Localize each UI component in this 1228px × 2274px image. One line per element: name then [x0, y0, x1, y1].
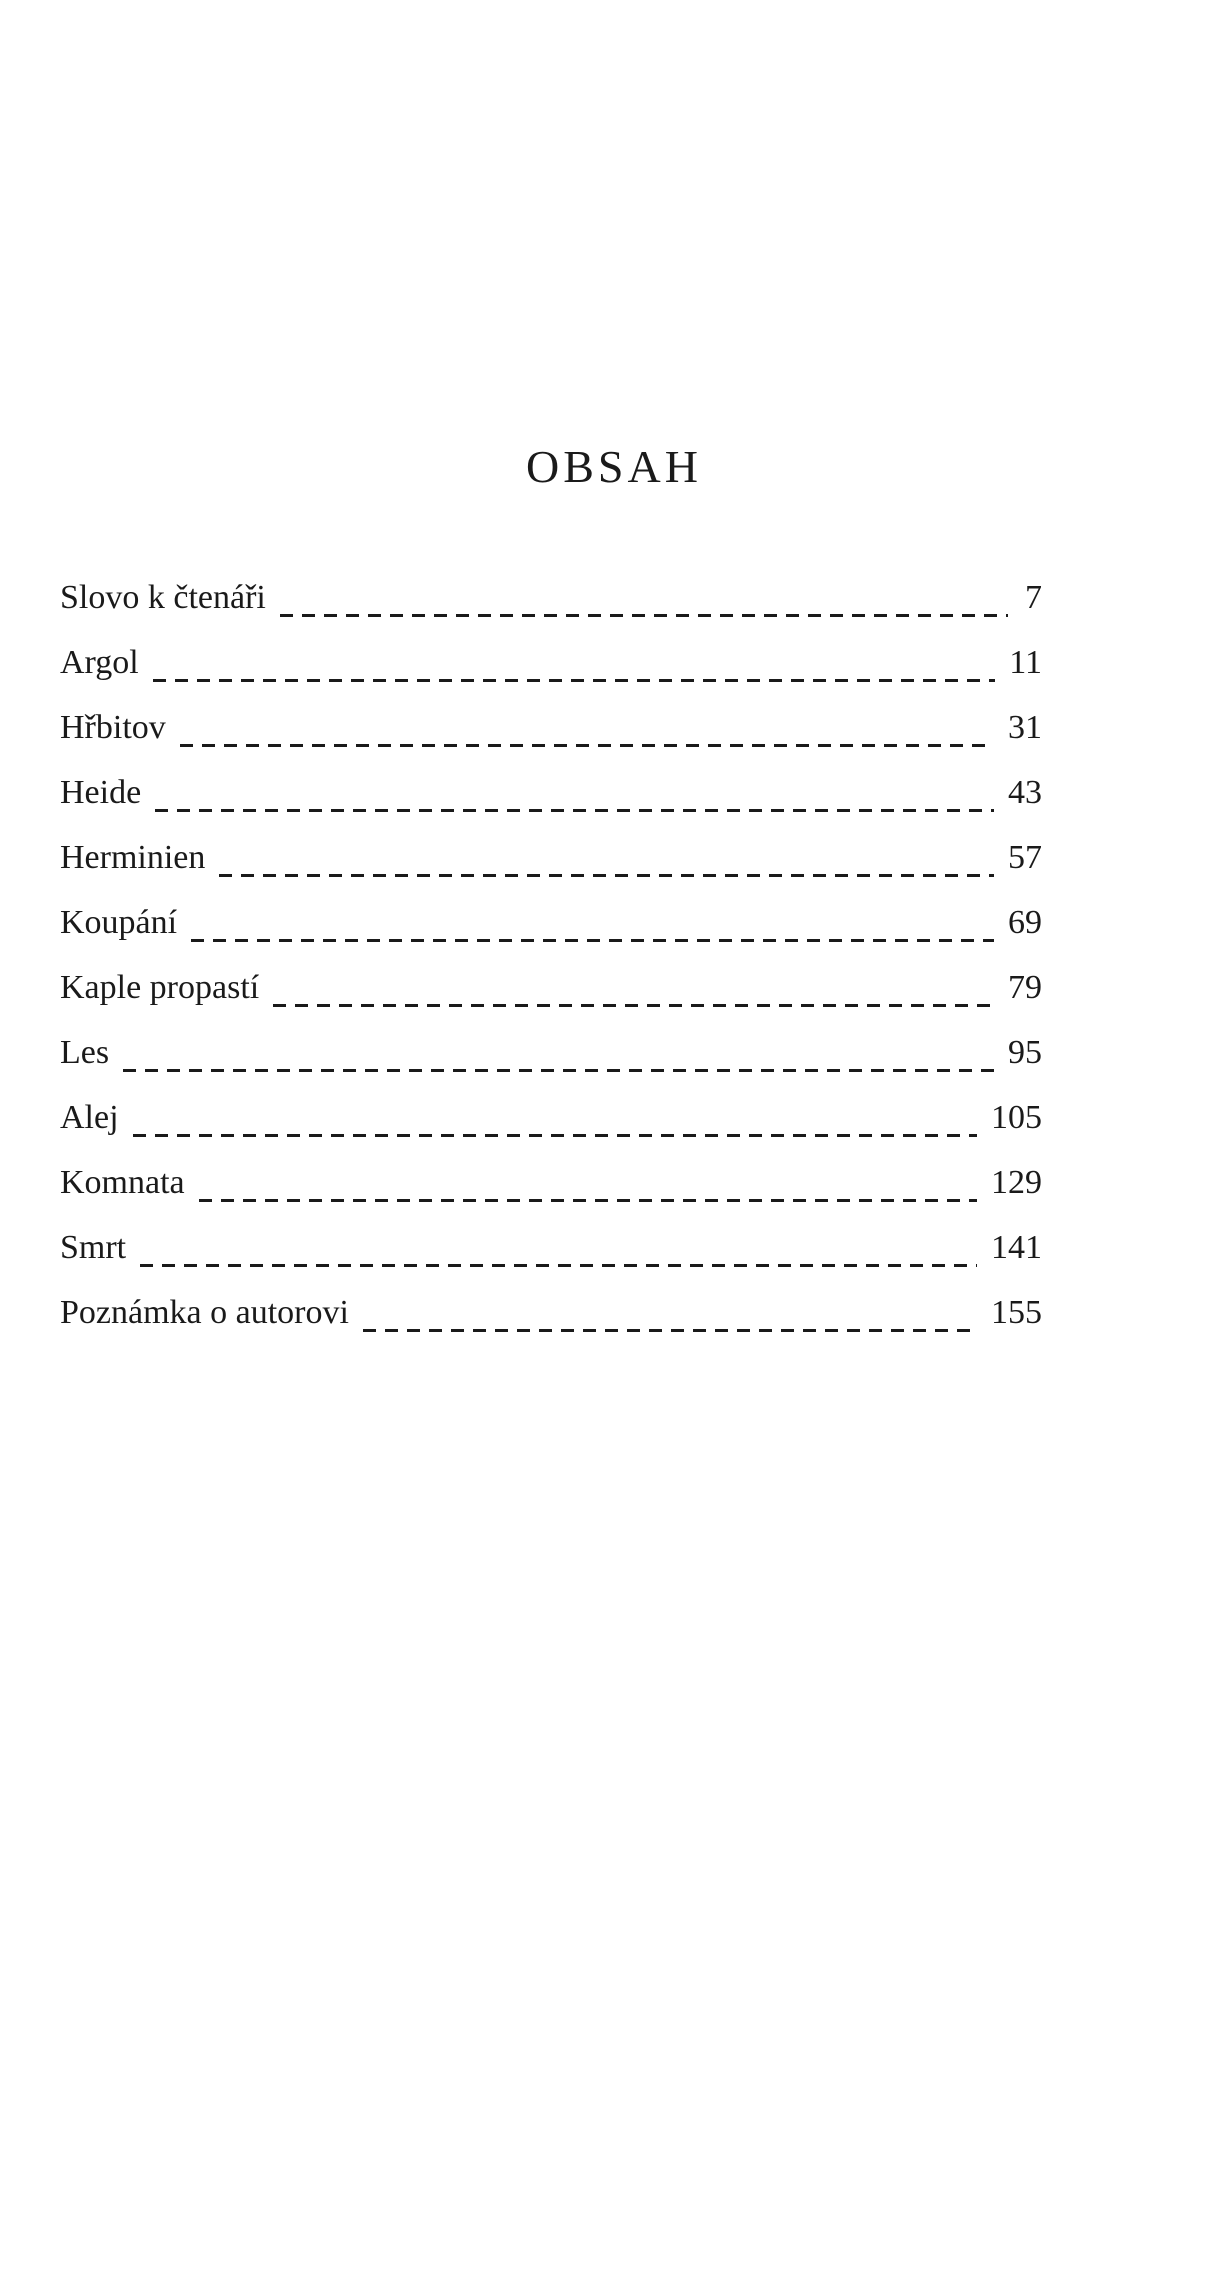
- toc-entry-page: 105: [991, 1099, 1042, 1136]
- dash-leader: [363, 1329, 977, 1332]
- dash-leader: [153, 679, 996, 682]
- toc-entry: [60, 903, 1042, 968]
- toc-entry-title: Poznámka o autorovi: [60, 1294, 349, 1331]
- toc-entry-page: 31: [1008, 709, 1042, 746]
- toc-entry: [60, 838, 1042, 903]
- toc-entry-title: Hřbitov: [60, 709, 166, 746]
- toc-entry-title: Kaple propastí: [60, 969, 260, 1006]
- dash-leader: [140, 1264, 977, 1267]
- dash-leader: [155, 809, 994, 812]
- page-title: OBSAH: [526, 441, 702, 492]
- toc-entry: [60, 1163, 1042, 1228]
- toc-entry: [60, 1228, 1042, 1293]
- dash-leader: [219, 874, 994, 877]
- toc-entry: [60, 578, 1042, 643]
- dash-leader: [280, 614, 1008, 617]
- toc-entry: [60, 773, 1042, 838]
- toc-entry-title: Smrt: [60, 1229, 127, 1266]
- toc-entry-title: Koupání: [60, 904, 178, 941]
- dash-leader: [199, 1199, 977, 1202]
- toc-entry-page: 129: [991, 1164, 1042, 1201]
- toc-entry-page: 69: [1008, 904, 1042, 941]
- toc-entry-title: Alej: [60, 1099, 119, 1136]
- toc-entry-page: 95: [1008, 1034, 1042, 1071]
- dash-leader: [273, 1004, 994, 1007]
- toc-entry-page: 7: [1025, 579, 1042, 616]
- toc-entry: [60, 708, 1042, 773]
- dash-leader: [123, 1069, 994, 1072]
- toc-entry-page: 11: [1009, 644, 1042, 681]
- toc-entry-title: Slovo k čtenáři: [60, 579, 266, 616]
- toc-entry: [60, 1033, 1042, 1098]
- toc-entry-title: Les: [60, 1034, 110, 1071]
- toc-entry-page: 57: [1008, 839, 1042, 876]
- toc-entry: [60, 968, 1042, 1033]
- toc-entry: [60, 643, 1042, 708]
- toc-entry-page: 79: [1008, 969, 1042, 1006]
- toc-entry-title: Herminien: [60, 839, 206, 876]
- table-of-contents: [60, 578, 1042, 1358]
- toc-entry-page: 155: [991, 1294, 1042, 1331]
- toc-entry: [60, 1293, 1042, 1358]
- dash-leader: [180, 744, 994, 747]
- toc-entry-page: 43: [1008, 774, 1042, 811]
- toc-entry-page: 141: [991, 1229, 1042, 1266]
- toc-entry-title: Komnata: [60, 1164, 185, 1201]
- toc-entry-title: Argol: [60, 644, 139, 681]
- toc-entry: [60, 1098, 1042, 1163]
- dash-leader: [133, 1134, 977, 1137]
- toc-entry-title: Heide: [60, 774, 142, 811]
- dash-leader: [191, 939, 994, 942]
